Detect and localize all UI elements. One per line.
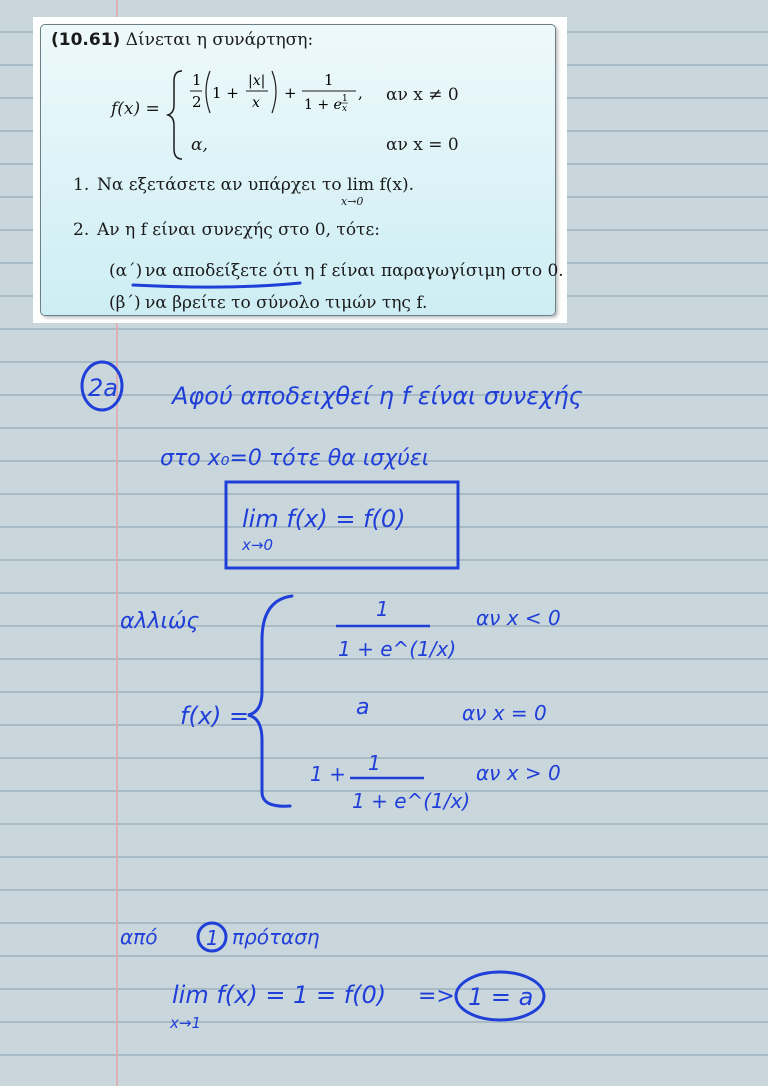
pw3-numerator: 1 (368, 751, 381, 775)
pw3-denominator: 1 + e^(1/x) (352, 789, 471, 813)
case1-condition: αν x ≠ 0 (386, 85, 459, 105)
pw1-numerator: 1 (376, 597, 389, 621)
svg-text:+: + (284, 84, 297, 102)
q2b-text: να βρείτε το σύνολο τιμών της f. (145, 293, 428, 313)
pw3-condition: αν x > 0 (476, 761, 561, 785)
svg-text:1: 1 (342, 94, 348, 104)
pw1-denominator: 1 + e^(1/x) (338, 637, 457, 661)
pw3-prefix: 1 + (310, 762, 346, 786)
svg-text:2: 2 (192, 93, 202, 111)
pw2-condition: αν x = 0 (462, 701, 547, 725)
hw-protasi: πρόταση (232, 925, 320, 949)
hw-lim2-subscript: x→1 (170, 1014, 201, 1032)
piecewise-brace (248, 596, 292, 806)
q2a-label: (α΄) (109, 261, 143, 281)
hw-fx: f(x) = (180, 702, 250, 730)
q2a-underline (133, 283, 300, 287)
solution-label: 2a (88, 374, 118, 402)
boxed-lim: lim f(x) = f(0) (242, 505, 406, 533)
svg-text:1 + e: 1 + e (304, 97, 342, 113)
case2-condition: αν x = 0 (386, 135, 459, 155)
hw-line2: στο x₀=0 τότε θα ισχύει (160, 446, 430, 471)
svg-text:1: 1 (324, 71, 334, 89)
svg-text:1: 1 (192, 71, 202, 89)
hw-implies: => (418, 984, 455, 1009)
hw-lim2: lim f(x) = 1 = f(0) (172, 981, 387, 1009)
q1-lim-subscript: x→0 (341, 195, 364, 208)
hw-result: 1 = a (468, 983, 534, 1011)
hw-apo: από (120, 925, 158, 949)
svg-text:,: , (358, 84, 363, 102)
boxed-lim-subscript: x→0 (242, 536, 273, 554)
problem-intro: Δίνεται η συνάρτηση: (125, 30, 314, 50)
pw2-value: a (356, 695, 370, 720)
svg-text:x: x (252, 95, 260, 111)
reference-number: 1 (206, 926, 219, 950)
problem-number: (10.61) (51, 30, 121, 50)
function-name: f(x) = (111, 99, 160, 119)
q2-text: Αν η f είναι συνεχής στο 0, τότε: (97, 220, 380, 240)
svg-text:|x|: |x| (248, 73, 266, 89)
q2a-text: να αποδείξετε ότι η f είναι παραγωγίσιμη στο 0. (145, 261, 564, 281)
svg-text:1 +: 1 + (212, 84, 239, 102)
pw1-condition: αν x < 0 (476, 606, 561, 630)
hw-line1: Αφού αποδειχθεί η f είναι συνεχής (172, 382, 583, 410)
case2-value: α, (191, 135, 208, 155)
q2b-label: (β΄) (109, 293, 141, 313)
hw-allios: αλλιώς (120, 609, 200, 634)
svg-text:x: x (342, 104, 348, 114)
q1-number: 1. (73, 175, 90, 195)
q1-text: Να εξετάσετε αν υπάρχει το lim f(x). (97, 175, 415, 195)
q2-number: 2. (73, 220, 90, 240)
